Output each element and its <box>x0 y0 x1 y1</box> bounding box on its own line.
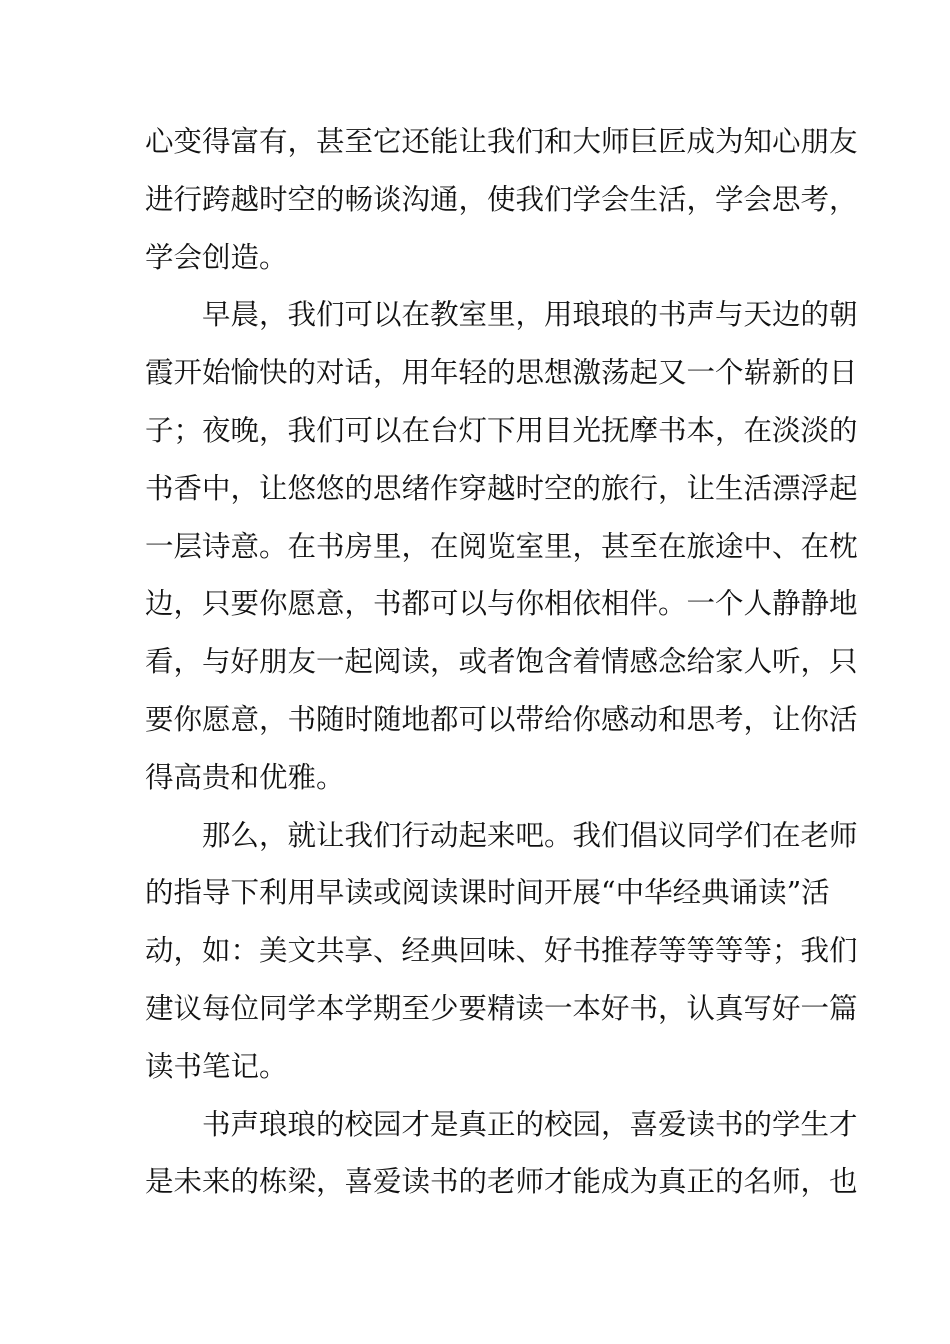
text-line: 边，只要你愿意，书都可以与你相依相伴。一个人静静地 <box>145 587 858 621</box>
text-line: 动，如：美文共享、经典回味、好书推荐等等等等；我们 <box>145 934 858 968</box>
body-text <box>145 113 858 1211</box>
text-line: 的指导下利用早读或阅读课时间开展“中华经典诵读”活 <box>145 876 830 910</box>
text-line: 得高贵和优雅。 <box>145 760 345 794</box>
text-line: 一层诗意。在书房里，在阅览室里，甚至在旅途中、在枕 <box>145 529 858 563</box>
text-line: 早晨，我们可以在教室里，用琅琅的书声与天边的朝 <box>145 298 858 332</box>
text-line: 建议每位同学本学期至少要精读一本好书，认真写好一篇 <box>145 991 858 1025</box>
text-line: 是未来的栋梁，喜爱读书的老师才能成为真正的名师，也 <box>145 1165 858 1199</box>
text-line: 学会创造。 <box>145 240 288 274</box>
text-line: 读书笔记。 <box>145 1049 288 1083</box>
text-line: 心变得富有，甚至它还能让我们和大师巨匠成为知心朋友 <box>145 125 858 158</box>
text-line: 那么，就让我们行动起来吧。我们倡议同学们在老师 <box>145 818 858 852</box>
text-line: 子；夜晚，我们可以在台灯下用目光抚摩书本，在淡淡的 <box>145 413 858 447</box>
text-line: 要你愿意，书随时随地都可以带给你感动和思考，让你活 <box>145 702 858 736</box>
text-line: 书香中，让悠悠的思绪作穿越时空的旅行，让生活漂浮起 <box>145 471 858 505</box>
text-line: 进行跨越时空的畅谈沟通，使我们学会生活，学会思考， <box>145 182 858 216</box>
text-line: 霞开始愉快的对话，用年轻的思想激荡起又一个崭新的日 <box>145 356 858 390</box>
text-line: 看，与好朋友一起阅读，或者饱含着情感念给家人听，只 <box>145 645 858 679</box>
text-line: 书声琅琅的校园才是真正的校园，喜爱读书的学生才 <box>145 1107 858 1141</box>
